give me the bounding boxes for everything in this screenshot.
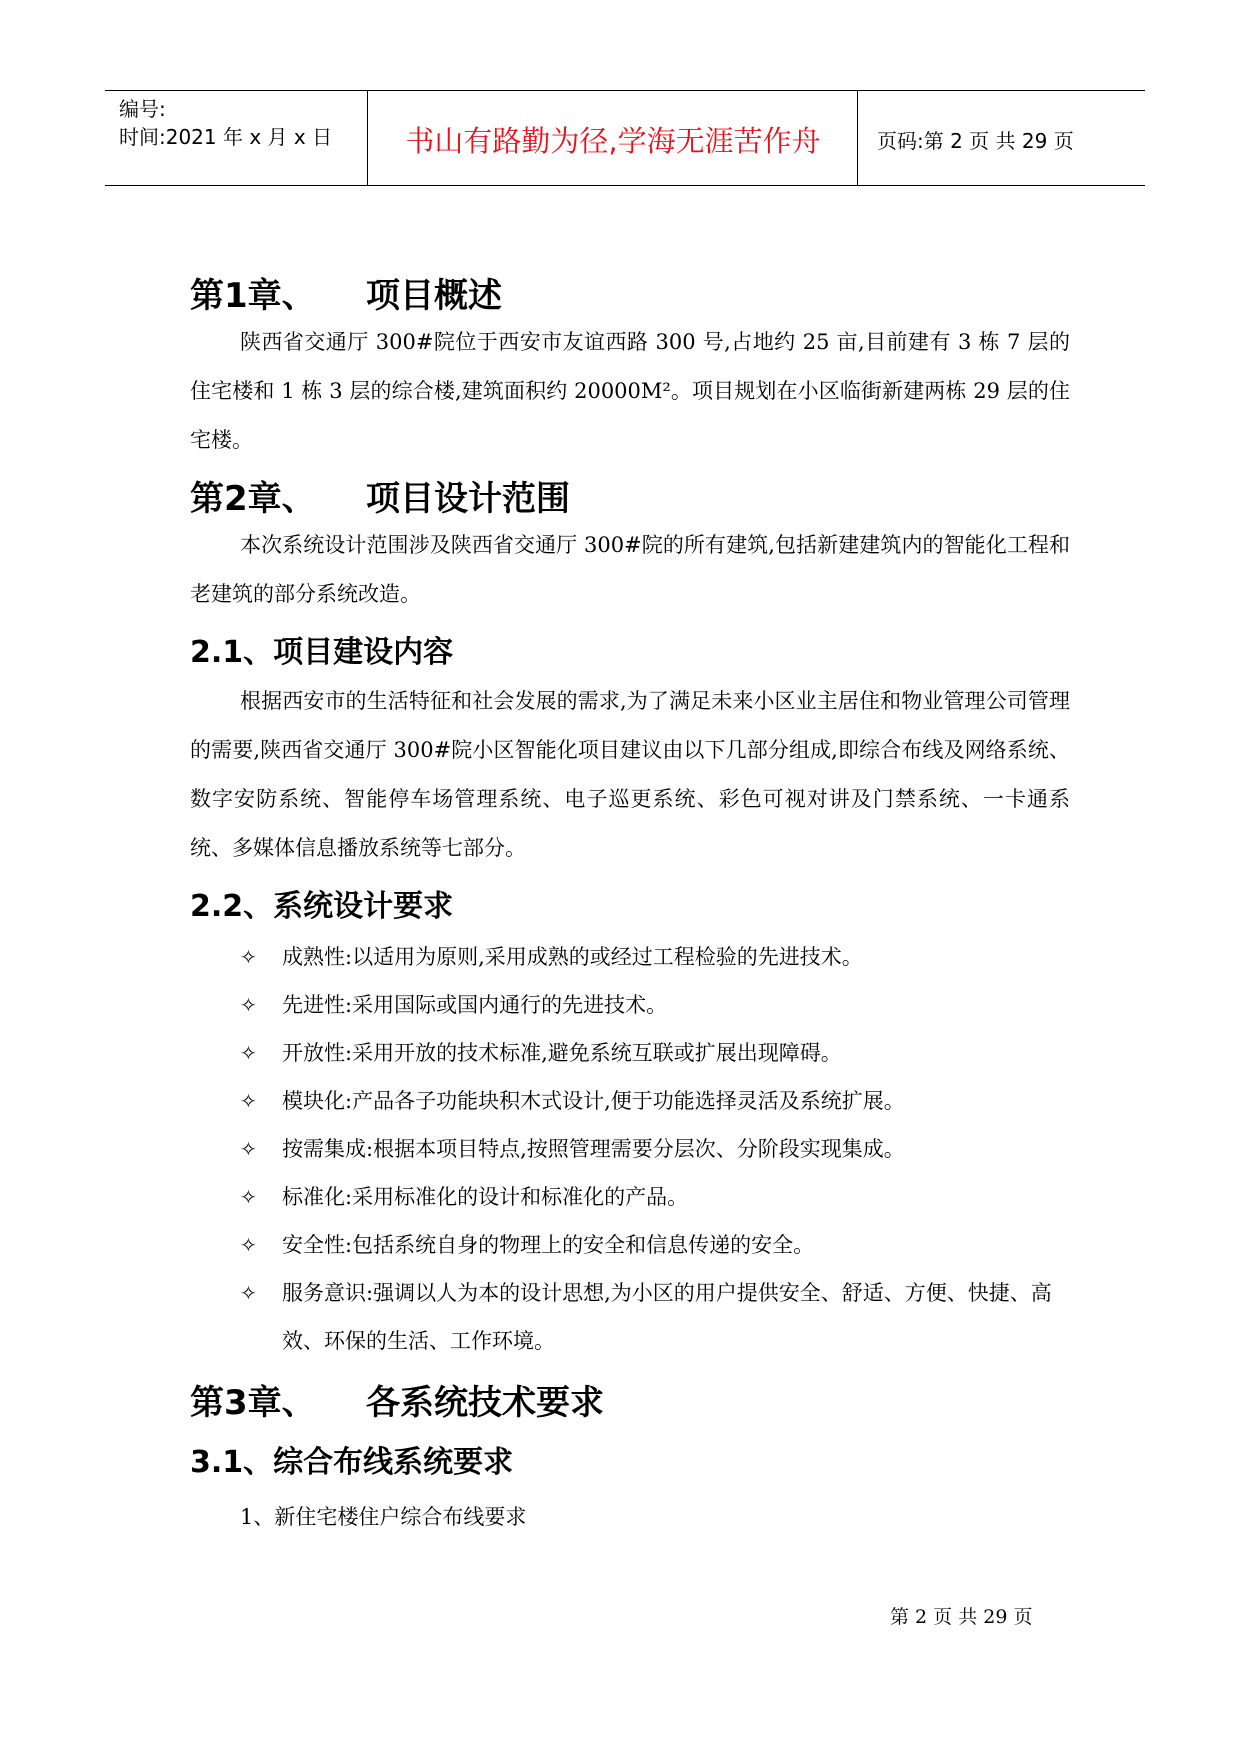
list-item-text: 按需集成:根据本项目特点,按照管理需要分层次、分阶段实现集成。 xyxy=(282,1137,905,1161)
chapter-2-number: 第2章、 xyxy=(190,479,316,519)
chapter-2-title: 项目设计范围 xyxy=(366,479,570,519)
chapter-3-heading xyxy=(190,1377,1070,1429)
list-item xyxy=(190,981,1070,1029)
diamond-bullet-icon: ✧ xyxy=(240,945,257,969)
document-number-label: 编号: xyxy=(119,97,166,121)
header-page-cell xyxy=(859,91,1145,185)
list-item xyxy=(190,1221,1070,1269)
diamond-bullet-icon: ✧ xyxy=(240,1137,257,1161)
diamond-bullet-icon: ✧ xyxy=(240,1185,257,1209)
numbered-item: 1、新住宅楼住户综合布线要求 xyxy=(240,1505,527,1529)
chapter-1-title: 项目概述 xyxy=(366,276,502,316)
document-time-label: 时间:2021 年 x 月 x 日 xyxy=(119,125,333,149)
list-item-text: 模块化:产品各子功能块积木式设计,便于功能选择灵活及系统扩展。 xyxy=(282,1089,905,1113)
header-info-cell xyxy=(105,91,368,185)
list-item-text: 开放性:采用开放的技术标准,避免系统互联或扩展出现障碍。 xyxy=(282,1041,842,1065)
list-item xyxy=(190,1077,1070,1125)
chapter-3-title: 各系统技术要求 xyxy=(366,1383,604,1423)
chapter-1-number: 第1章、 xyxy=(190,276,316,316)
design-requirements-list xyxy=(190,933,1070,1365)
list-item xyxy=(190,933,1070,981)
diamond-bullet-icon: ✧ xyxy=(240,1281,257,1305)
document-body xyxy=(190,270,1070,1541)
header-motto: 书山有路勤为径,学海无涯苦作舟 xyxy=(405,124,821,158)
list-item xyxy=(190,1029,1070,1077)
section-3-1-heading: 3.1、综合布线系统要求 xyxy=(190,1445,514,1480)
chapter-3-number: 第3章、 xyxy=(190,1383,316,1423)
chapter-1-heading xyxy=(190,270,1070,322)
list-item-text: 成熟性:以适用为原则,采用成熟的或经过工程检验的先进技术。 xyxy=(282,945,863,969)
list-item xyxy=(190,1125,1070,1173)
diamond-bullet-icon: ✧ xyxy=(240,1089,257,1113)
page-header xyxy=(105,90,1145,186)
header-page-number: 页码:第 2 页 共 29 页 xyxy=(877,129,1074,153)
diamond-bullet-icon: ✧ xyxy=(240,993,257,1017)
list-item-text: 安全性:包括系统自身的物理上的安全和信息传递的安全。 xyxy=(282,1233,815,1257)
chapter-2-paragraph: 本次系统设计范围涉及陕西省交通厅 300#院的所有建筑,包括新建建筑内的智能化工程和老建筑的部分系统改造。 xyxy=(190,533,1070,606)
diamond-bullet-icon: ✧ xyxy=(240,1233,257,1257)
list-item xyxy=(190,1173,1070,1221)
list-item xyxy=(190,1269,1070,1365)
section-2-2-heading: 2.2、系统设计要求 xyxy=(190,889,454,924)
section-2-1-paragraph: 根据西安市的生活特征和社会发展的需求,为了满足未来小区业主居住和物业管理公司管理的需要,陕西省交通厅 300#院小区智能化项目建议由以下几部分组成,即综合布线及网络系统、数字安防系统、智能停车场管理系统、电子巡更系统、彩色可视对讲及门禁系统、一卡通系统、多媒体信息播放系统等七部分。 xyxy=(190,689,1070,860)
header-motto-cell xyxy=(369,91,858,185)
list-item-text: 先进性:采用国际或国内通行的先进技术。 xyxy=(282,993,668,1017)
list-item-text: 标准化:采用标准化的设计和标准化的产品。 xyxy=(282,1185,689,1209)
diamond-bullet-icon: ✧ xyxy=(240,1041,257,1065)
page-footer: 第 2 页 共 29 页 xyxy=(890,1606,1033,1628)
section-2-1-heading: 2.1、项目建设内容 xyxy=(190,635,454,670)
chapter-1-paragraph: 陕西省交通厅 300#院位于西安市友谊西路 300 号,占地约 25 亩,目前建有 3 栋 7 层的住宅楼和 1 栋 3 层的综合楼,建筑面积约 20000M²。项目规划在小区临街新建两栋 29 层的住宅楼。 xyxy=(190,330,1070,452)
chapter-2-heading xyxy=(190,473,1070,525)
list-item-text: 服务意识:强调以人为本的设计思想,为小区的用户提供安全、舒适、方便、快捷、高效、环保的生活、工作环境。 xyxy=(282,1281,1052,1353)
